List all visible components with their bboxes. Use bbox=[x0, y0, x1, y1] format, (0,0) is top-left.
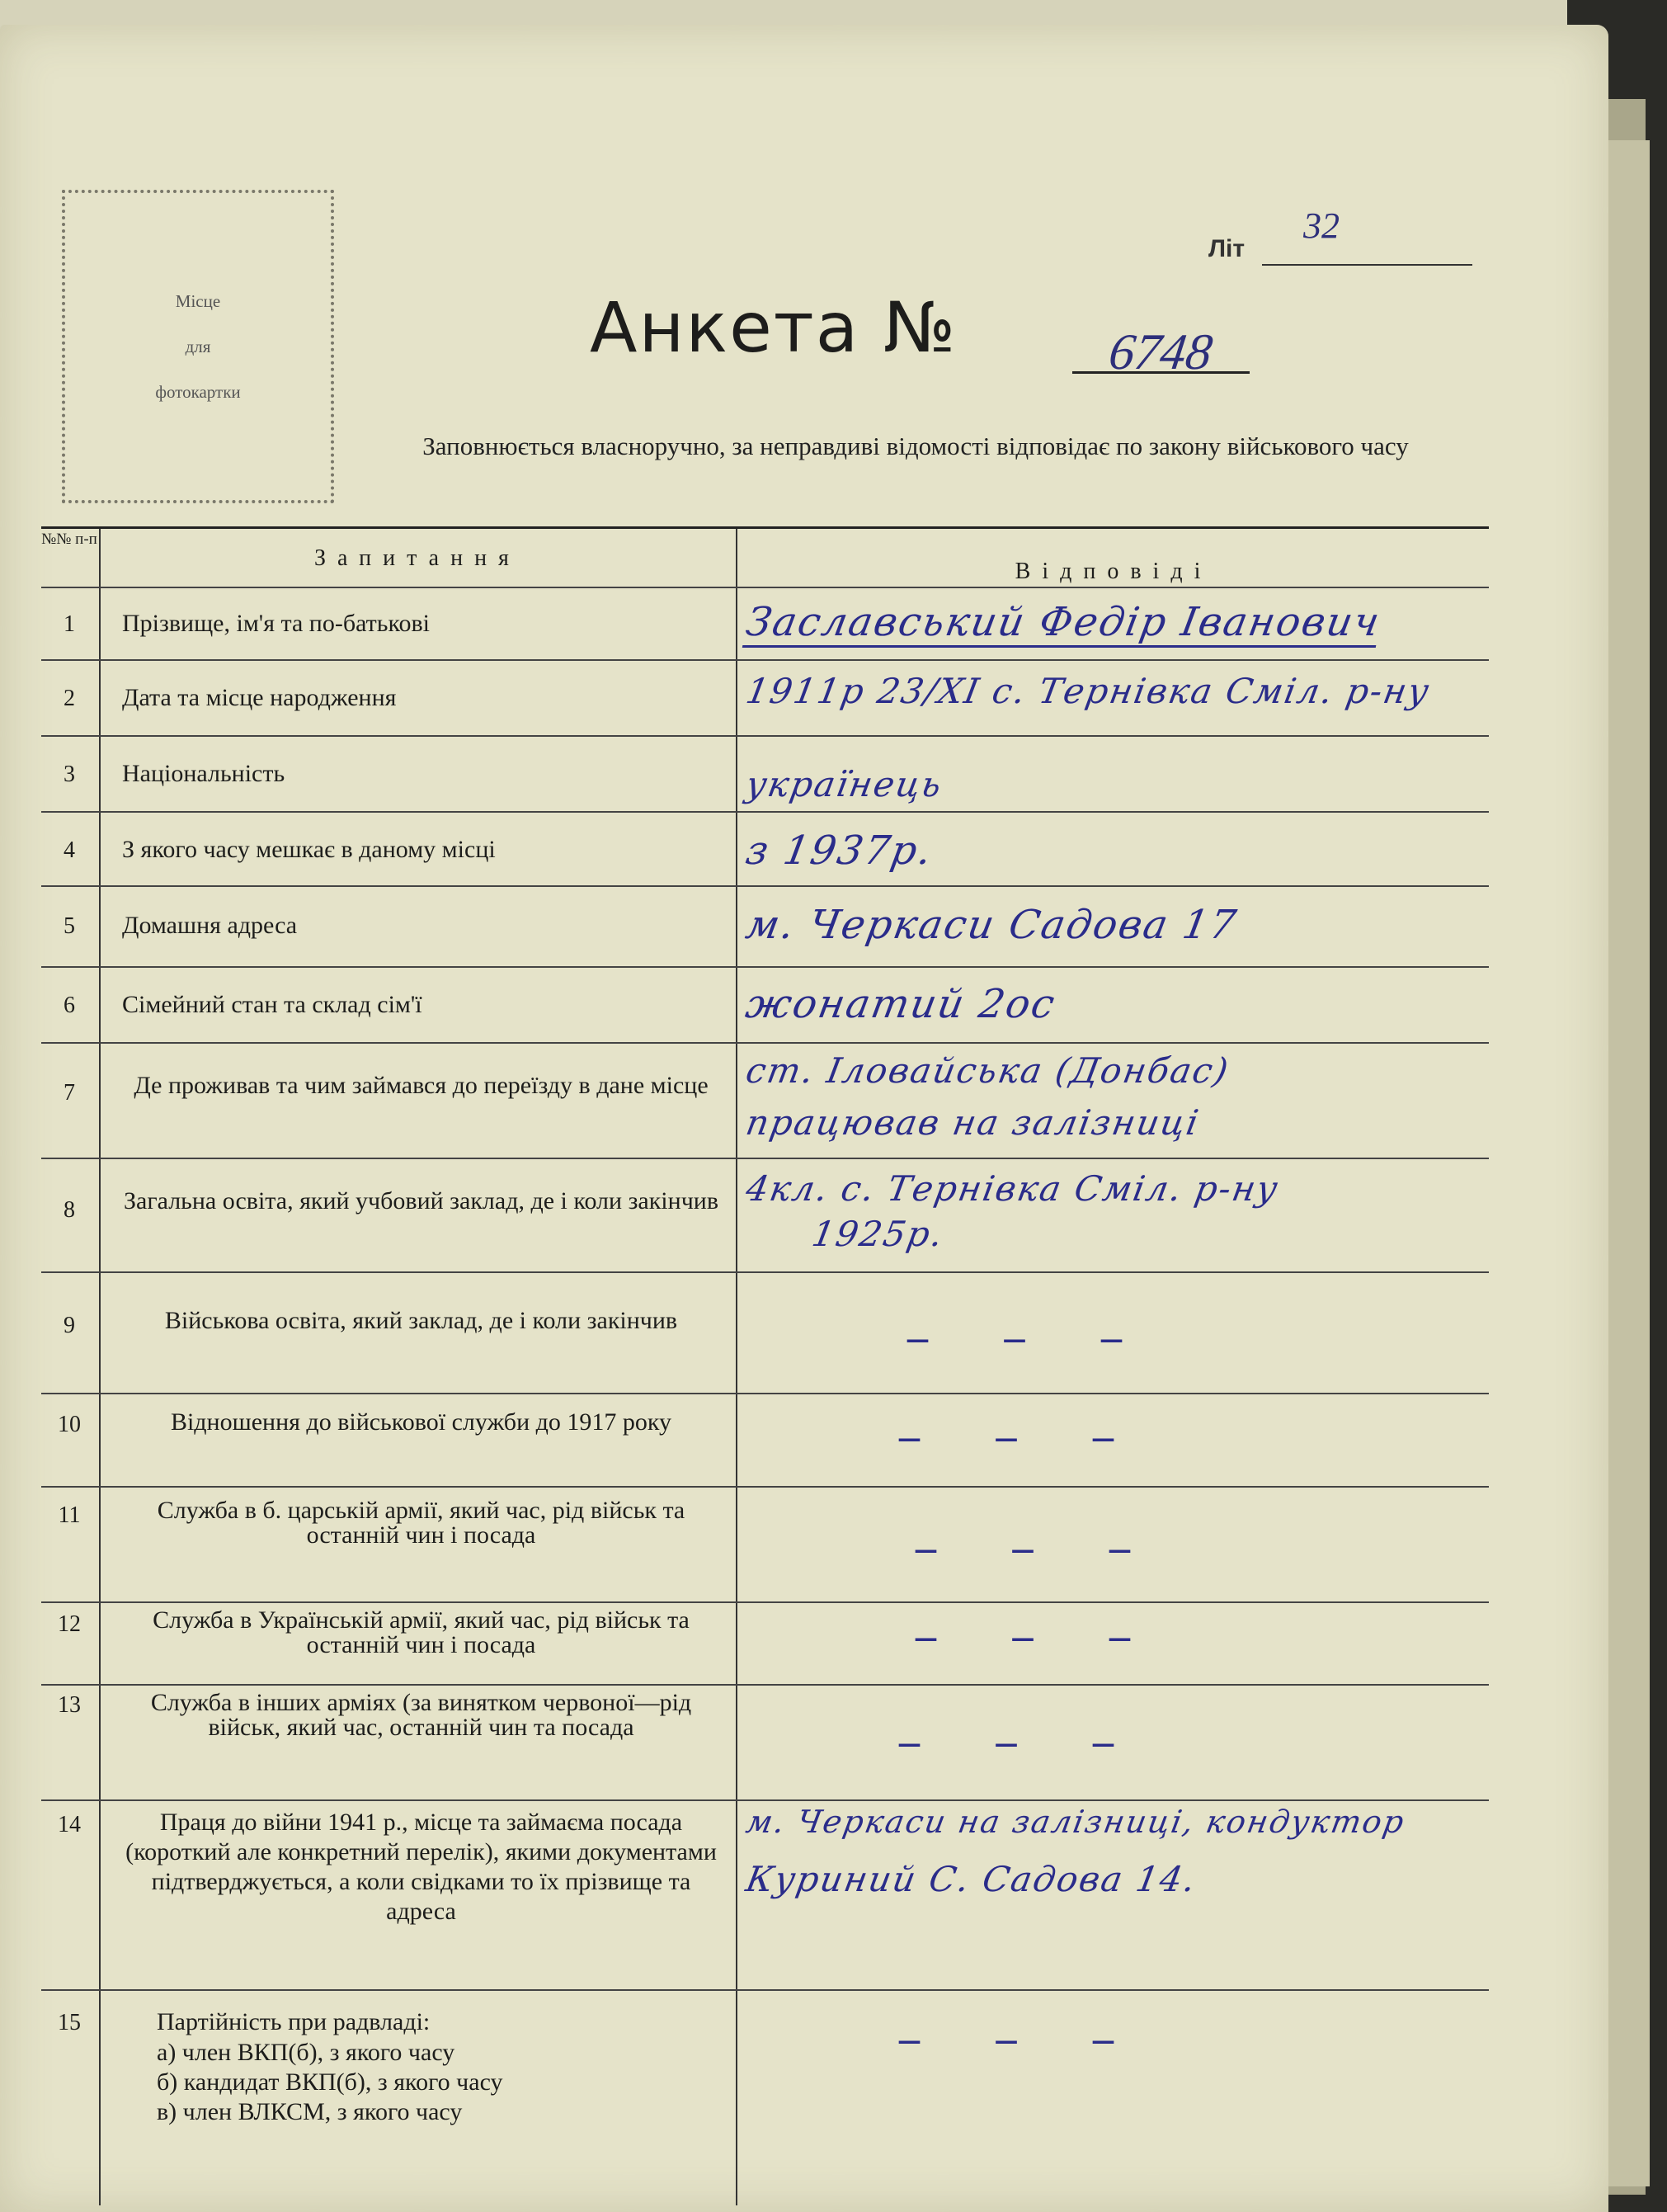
row-number: 4 bbox=[64, 837, 75, 863]
row-divider bbox=[41, 1158, 1489, 1159]
photo-label-3: фотокартки bbox=[155, 381, 241, 402]
answer-text: Куриний С. Садова 14. bbox=[742, 1859, 1200, 1899]
answer-text: м. Черкаси на залізниці, кондуктор bbox=[743, 1804, 1409, 1840]
row-divider bbox=[41, 1799, 1489, 1801]
row-divider bbox=[41, 587, 1489, 588]
question-text: Сімейний стан та склад сім'ї bbox=[122, 991, 422, 1018]
question-subline: в) член ВЛКСМ, з якого часу bbox=[157, 2098, 463, 2125]
row-number: 2 bbox=[64, 686, 75, 711]
question-text: Служба в Українській армії, який час, рід військ та останній чин і посада bbox=[153, 1606, 690, 1658]
column-divider bbox=[736, 529, 737, 2205]
form-number: 6748 bbox=[1105, 324, 1216, 380]
question-text: Служба в інших арміях (за винятком червоної—рід військ, який час, останній чин та посада bbox=[150, 1689, 692, 1741]
question-text: Національність bbox=[122, 760, 285, 787]
question-text: Партійність при радвладі: bbox=[157, 2008, 431, 2035]
row-number: 14 bbox=[58, 1812, 81, 1837]
row-divider bbox=[41, 811, 1489, 813]
row-divider bbox=[41, 885, 1489, 887]
question-text: Прізвище, ім'я та по-батькові bbox=[122, 610, 430, 637]
answer-text: ст. Іловайська (Донбас) bbox=[742, 1050, 1233, 1091]
row-divider bbox=[41, 735, 1489, 737]
answer-text: українець bbox=[742, 764, 946, 804]
row-divider bbox=[41, 1684, 1489, 1686]
question-subline: б) кандидат ВКП(б), з якого часу bbox=[157, 2068, 503, 2096]
photo-placeholder bbox=[62, 190, 334, 503]
row-divider bbox=[41, 1393, 1489, 1394]
question-text: Дата та місце народження bbox=[122, 684, 397, 711]
row-number: 15 bbox=[58, 2010, 81, 2035]
answer-dash: – – – bbox=[907, 1314, 1155, 1360]
question-subline: а) член ВКП(б), з якого часу bbox=[157, 2039, 455, 2066]
answer-dash: – – – bbox=[899, 2015, 1147, 2061]
lit-line bbox=[1262, 264, 1472, 266]
lit-label: Літ bbox=[1208, 235, 1246, 262]
question-text: Праця до війни 1941 р., місце та займаєма посада (короткий але конкретний перелік), якими документами підтверджується, а коли свідками то їх прізвище та адреса bbox=[125, 1809, 717, 1925]
row-divider bbox=[41, 1042, 1489, 1044]
row-divider bbox=[41, 1271, 1489, 1273]
row-number: 12 bbox=[58, 1611, 81, 1637]
question-text: Військова освіта, який заклад, де і коли закінчив bbox=[164, 1307, 678, 1334]
questionnaire-page bbox=[0, 25, 1608, 2212]
answer-dash: – – – bbox=[916, 1612, 1163, 1658]
page-title: Анкета № bbox=[590, 287, 958, 368]
page-subtitle: Заповнюється власноручно, за неправдиві відомості відповідає по закону військового часу bbox=[422, 432, 1409, 460]
questionnaire-table bbox=[41, 526, 1489, 2205]
row-number: 8 bbox=[64, 1197, 75, 1223]
question-text: Служба в б. царській армії, який час, рід військ та останній чин і посада bbox=[157, 1497, 685, 1549]
question-text: З якого часу мешкає в даному місці bbox=[122, 836, 496, 863]
question-text: Відношення до військової служби до 1917 року bbox=[170, 1408, 672, 1436]
header-num: №№ п-п bbox=[41, 531, 97, 548]
row-number: 7 bbox=[64, 1080, 75, 1106]
row-number: 5 bbox=[64, 913, 75, 939]
answer-text: жонатий 2ос bbox=[742, 981, 1060, 1027]
answer-text: 4кл. с. Тернівка Сміл. р-ну bbox=[742, 1168, 1283, 1209]
answer-text: Заславський Федір Іванович bbox=[742, 599, 1384, 648]
row-number: 3 bbox=[64, 762, 75, 787]
question-text: Де проживав та чим займався до переїзду в дане місце bbox=[134, 1072, 709, 1099]
row-number: 1 bbox=[64, 611, 75, 637]
answer-text: м. Черкаси Садова 17 bbox=[742, 902, 1241, 948]
row-number: 13 bbox=[58, 1692, 81, 1718]
row-number: 9 bbox=[64, 1313, 75, 1338]
row-divider bbox=[41, 1601, 1489, 1603]
row-divider bbox=[41, 1486, 1489, 1488]
row-divider bbox=[41, 1989, 1489, 1991]
row-number: 6 bbox=[64, 993, 75, 1018]
row-number: 11 bbox=[58, 1502, 81, 1528]
header-answer: Відповіді bbox=[1015, 559, 1213, 584]
lit-value: 32 bbox=[1303, 205, 1340, 246]
answer-dash: – – – bbox=[899, 1718, 1147, 1764]
header-question: Запитання bbox=[314, 545, 520, 571]
column-divider bbox=[99, 529, 101, 2205]
question-text: Загальна освіта, який учбовий заклад, де і коли закінчив bbox=[123, 1187, 719, 1214]
row-divider bbox=[41, 966, 1489, 968]
answer-dash: – – – bbox=[899, 1413, 1147, 1459]
row-divider bbox=[41, 659, 1489, 661]
row-number: 10 bbox=[58, 1412, 81, 1437]
photo-label-2: для bbox=[185, 336, 211, 356]
answer-text: 1911р 23/XI с. Тернівка Сміл. р-ну bbox=[742, 671, 1434, 711]
answer-text: з 1937р. bbox=[742, 828, 937, 874]
question-text: Домашня адреса bbox=[122, 912, 298, 939]
answer-text: працював на залізниці bbox=[742, 1102, 1203, 1143]
answer-dash: – – – bbox=[916, 1524, 1163, 1570]
photo-label-1: Місце bbox=[175, 290, 221, 311]
answer-text: 1925р. bbox=[808, 1214, 948, 1254]
